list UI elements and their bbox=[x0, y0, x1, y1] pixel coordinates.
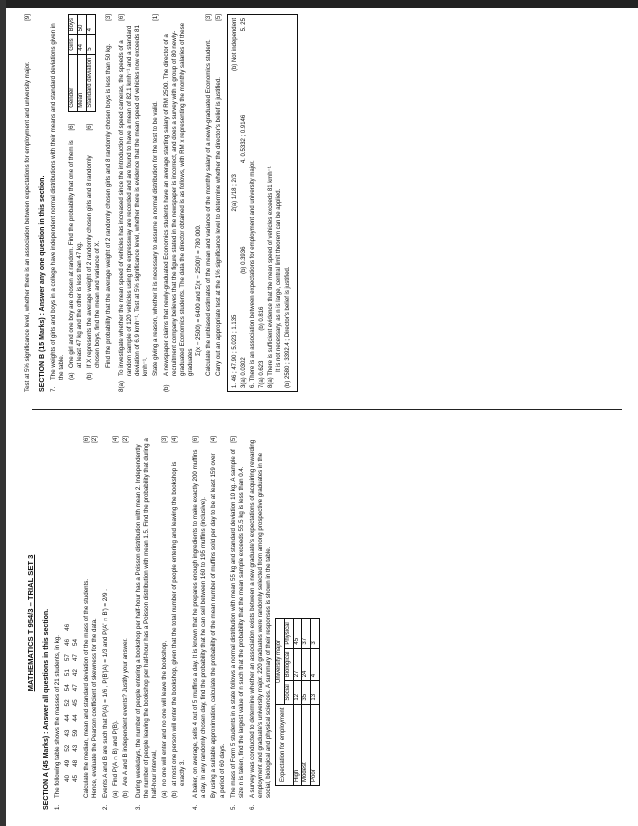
scan-left-edge bbox=[0, 0, 6, 826]
question-part-text: Hence, evaluate the Pearson coefficient of skewness for the data. bbox=[90, 618, 98, 798]
part-label: (b) bbox=[171, 790, 179, 798]
question-part-text: Are A and B independent events? Justify your answer. bbox=[121, 638, 129, 786]
question-6 bbox=[249, 436, 322, 810]
table-cell: Standard deviation bbox=[86, 54, 95, 111]
question-number: 2. bbox=[101, 804, 109, 810]
question-text: A baker, on average, sells 4 out of 5 muffins a day. It is known that he prepares enough ingredients to make exactly 200 muffins a day. In any randomly chosen day, find the probability that he can sell between 160 to 195 muffins (inclusive). bbox=[192, 449, 208, 798]
mass-value: 46 bbox=[64, 638, 72, 647]
marks: [4] bbox=[111, 436, 119, 443]
table-header: Girls bbox=[69, 35, 78, 54]
question-number: 6. bbox=[248, 804, 256, 810]
weights-table bbox=[68, 14, 95, 112]
question-4 bbox=[192, 436, 226, 810]
marks: [6] bbox=[86, 123, 94, 131]
mass-value: 44 bbox=[64, 714, 72, 722]
marks: [9] bbox=[24, 14, 31, 21]
answer-text: It is not necessary, as n is large, central limit theorem can be applied. bbox=[276, 188, 283, 372]
equation: Σ(x − 2500) = 6400 and Σ(x − 2500)² = 780 000. bbox=[195, 224, 203, 356]
table-cell: High bbox=[293, 704, 302, 785]
marks: [6] bbox=[68, 123, 76, 131]
table-header: Physical bbox=[284, 619, 293, 648]
answer-text: 2(a) 1/18 ; 2/3 bbox=[232, 174, 239, 212]
survey-table bbox=[275, 618, 320, 786]
question-text: Test at 5% significance level, whether there is an association between expectations for employment and university major. bbox=[24, 61, 31, 392]
marks: [6] bbox=[82, 436, 90, 443]
marks: [5] bbox=[215, 14, 223, 21]
part-label: (b) bbox=[162, 384, 170, 392]
table-cell: 27 bbox=[293, 648, 302, 681]
question-part-text: Carry out an appropriate test at the 1% significance level to determine whether the director's belief is justified. bbox=[215, 76, 223, 376]
section-b-heading: SECTION B (15 Marks) : Answer any one question in this section. bbox=[39, 175, 47, 392]
question-3 bbox=[135, 436, 189, 810]
question-part-text: Calculate the median, mean and standard deviation of the mass of the students. bbox=[82, 578, 90, 798]
mass-value: 59 bbox=[72, 729, 80, 737]
part-label: (a) bbox=[68, 372, 76, 380]
question-part-text: Find P(A ∩ B) and P(B). bbox=[111, 720, 119, 786]
part-label: (a) bbox=[111, 790, 119, 798]
mass-value: 45 bbox=[72, 699, 80, 707]
question-number: 7. bbox=[50, 386, 58, 392]
mass-table bbox=[64, 620, 81, 786]
question-part-text: By using a suitable approximation, calculate the probability of the mean number of muffins sold per day to be at least 159 over a period of 60 days. bbox=[210, 453, 226, 798]
answer-text: 5. 25 bbox=[241, 18, 248, 32]
rotated-page bbox=[8, 8, 638, 818]
answer-text: (b) 0.816 bbox=[258, 306, 265, 331]
mass-value: 51 bbox=[64, 669, 72, 677]
answer-text: (b) 2580 ; 3392.4 ; Director's belief is justified. bbox=[285, 266, 292, 388]
table-header: Expectation for employment bbox=[275, 704, 293, 785]
mass-value: 47 bbox=[72, 684, 80, 692]
mass-value: 47 bbox=[72, 654, 80, 662]
right-column bbox=[8, 8, 638, 400]
table-header: Biological bbox=[284, 648, 293, 681]
mass-value: 43 bbox=[72, 744, 80, 752]
answer-text: 6. There is an association between expectations for employment and university major. bbox=[249, 160, 256, 388]
marks: [3] bbox=[205, 14, 213, 21]
answer-text: 1. 46 ; 47.90 ; 5.023 ; 1.135 bbox=[232, 314, 239, 388]
part-label: (a) bbox=[161, 790, 169, 798]
mass-value: 49 bbox=[64, 759, 72, 767]
mass-value: 40 bbox=[64, 774, 72, 782]
mass-value: 54 bbox=[72, 638, 80, 647]
question-number: 8(a) bbox=[117, 380, 125, 392]
question-part-text: A newspaper claims that newly-graduated Economics students have an average starting salary of RM 2500. The director of a recruitment company believes that the figure stated in the newspaper is incorrect, and does a survey with a group of 80 newly-graduated Economics students. The data the director obtained is as follows, with RM x representing the monthly salaries of these graduates bbox=[162, 22, 195, 376]
table-cell: 37 bbox=[302, 619, 311, 648]
question-part-text: Find the probability that the average weight of 2 randomly chosen girls and 8 randomly chosen boys is less than 50 kg. bbox=[104, 43, 112, 368]
question-part-text: at most one person will enter the bookshop, given that the total number of people entering and leaving the bookshop is exactly 3. bbox=[171, 461, 187, 786]
answer-text: (b) 0.3936 bbox=[241, 246, 248, 274]
question-text: During weekdays, the number of people entering a bookshop per half-hour has a Poisson distribution with mean 2. Independently the number of people leaving the bookshop per half-hour has a Poisson distribution with mean 1.5. Find the probability that during a half-hour interval, bbox=[134, 438, 159, 798]
question-number: 3. bbox=[134, 804, 142, 810]
marks: [5] bbox=[229, 436, 237, 443]
table-cell: 5 bbox=[86, 35, 95, 54]
table-cell: Poor bbox=[311, 704, 320, 785]
mass-value: 45 bbox=[72, 774, 80, 782]
table-cell: 4 bbox=[86, 15, 95, 35]
question-text: To investigate whether the mean speed of vehicles has increased since the introduction of speed cameras, the speeds of a random sample of 120 vehicles using the expressway are recorded and are found to have a mean of 82.1 kmh⁻¹ and a standard deviation of 6.9 kmh⁻¹. Test at 5% significance level, whether there is evidence that the mean speed of vehicles now exceeds 81 kmh⁻¹. bbox=[117, 25, 149, 376]
marks: [3] bbox=[161, 436, 169, 443]
mass-value: 52 bbox=[64, 744, 72, 752]
question-8b bbox=[163, 14, 223, 392]
table-cell: 45 bbox=[293, 619, 302, 648]
mass-value: 42 bbox=[72, 669, 80, 677]
question-text: A survey was conducted to determine whether an association exists between a new graduate's expectations of acquiring rewarding employment and graduate's university major. 220 graduates were randomly selected from among prospective graduates in the social, biological and physical sciences. A summary of their responses is shown in the table. bbox=[248, 439, 272, 798]
table-header: University major bbox=[275, 619, 284, 704]
marks: [1] bbox=[151, 14, 159, 21]
marks: [2] bbox=[90, 436, 98, 443]
question-part-text: Calculate the unbiased estimates of the mean and variance of the monthly salary of a newly-graduated Economics student. bbox=[205, 39, 213, 376]
table-header: Gender bbox=[69, 54, 78, 111]
answer-text: 4. 0.5332 ; 0.9146 bbox=[241, 114, 248, 164]
question-7 bbox=[50, 14, 114, 392]
question-1 bbox=[54, 436, 99, 810]
marks: [4] bbox=[210, 436, 218, 443]
mass-value: 57 bbox=[64, 654, 72, 662]
mass-value: 43 bbox=[64, 729, 72, 737]
question-text: The following table shows the masses of 21 students, in kg. bbox=[53, 634, 61, 798]
table-header: Boys bbox=[69, 15, 78, 35]
question-number: 1. bbox=[53, 804, 61, 810]
table-cell: 12 bbox=[293, 681, 302, 704]
question-part-text: State giving a reason, whether it is necessary to assume a normal distribution for the test to be valid. bbox=[151, 101, 159, 376]
question-5 bbox=[230, 436, 246, 810]
question-text: The mass of Form 5 students in a state follows a normal distribution with mean 55 kg and standard deviation 10 kg. A sample of size n is taken, find the largest value of n such that the probability that the mean sample exceeds 55.5 kg is less than 0.4. bbox=[229, 449, 245, 798]
part-label: (b) bbox=[86, 372, 94, 380]
marks: [6] bbox=[117, 14, 125, 21]
marks: [3] bbox=[104, 14, 112, 21]
question-number: 4. bbox=[192, 804, 200, 810]
mass-value: 52 bbox=[64, 699, 72, 707]
mass-value: 48 bbox=[72, 759, 80, 767]
answer-text: (b) Not independent bbox=[232, 18, 239, 72]
question-text: Events A and B are such that P(A) = 1/6 , P(B'|A) = 1/3 and P(A' ∩ B') = 2/9 . bbox=[101, 589, 109, 798]
answer-text: 7(a) 0.623 bbox=[258, 360, 265, 388]
table-cell: 3 bbox=[311, 619, 320, 648]
column-divider bbox=[32, 409, 622, 410]
marks: [4] bbox=[171, 436, 179, 443]
table-cell: 24 bbox=[302, 648, 311, 681]
mass-value: 54 bbox=[64, 684, 72, 692]
section-a-heading: SECTION A (45 Marks) : Answer all questions in this section. bbox=[42, 608, 50, 810]
marks: [6] bbox=[192, 436, 200, 443]
question-2 bbox=[102, 436, 132, 810]
table-cell: 13 bbox=[311, 681, 320, 704]
table-cell: 44 bbox=[78, 35, 87, 54]
table-row bbox=[302, 619, 311, 786]
table-header: Social bbox=[284, 681, 293, 704]
table-cell: Modest bbox=[302, 704, 311, 785]
table-cell: 50 bbox=[78, 15, 87, 35]
part-label: (b) bbox=[121, 790, 129, 798]
question-part-text: If X represents the average weight of 2 randomly chosen girls and 8 randomly chosen boys, find the mean and variance of X. bbox=[86, 155, 102, 368]
table-row bbox=[293, 619, 302, 786]
question-part-text: One girl and one boy are chosen at random. Find the probability that one of them is at least 47 kg and the other is less than 47 kg. bbox=[68, 140, 84, 368]
table-row bbox=[311, 619, 320, 786]
left-column bbox=[8, 430, 638, 818]
mass-value: 44 bbox=[72, 714, 80, 722]
marks: [2] bbox=[121, 436, 129, 443]
question-text: The weights of girls and boys in a college have independent normal distributions with their means and standard deviations given in the table. bbox=[50, 23, 66, 380]
scan-top-edge bbox=[0, 0, 638, 8]
table-cell: 4 bbox=[311, 648, 320, 681]
answer-text: 8(a) There is sufficient evidence that the mean speed of vehicles exceeds 81 kmh⁻¹ bbox=[267, 166, 274, 388]
table-cell: 35 bbox=[302, 681, 311, 704]
table-row bbox=[86, 15, 95, 112]
question-8 bbox=[118, 14, 160, 392]
answer-box bbox=[227, 14, 298, 392]
mass-value: 46 bbox=[64, 623, 72, 631]
question-part-text: no one will enter and no one will leave the bookshop, bbox=[161, 640, 169, 786]
table-row bbox=[78, 15, 87, 112]
question-number: 5. bbox=[229, 804, 237, 810]
page-title: MATHEMATICS T 954/3 – TRIAL SET 3 bbox=[26, 554, 35, 692]
table-cell: Mean bbox=[78, 54, 87, 111]
answer-text: 3(a) 0.0302 bbox=[241, 357, 248, 388]
